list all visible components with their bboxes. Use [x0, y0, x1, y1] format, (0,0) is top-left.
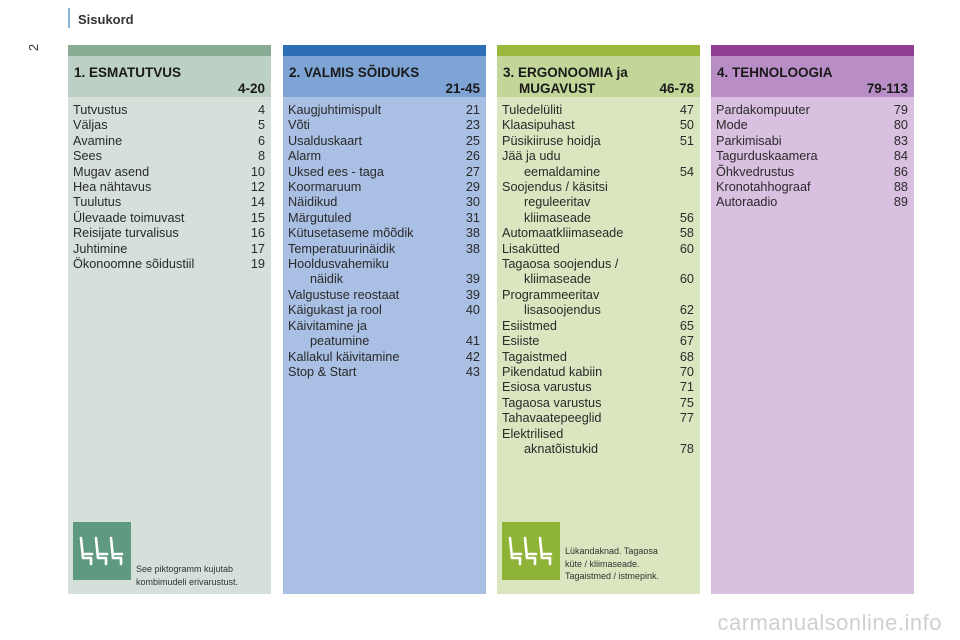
toc-item-page: 71: [679, 380, 694, 395]
toc-item[interactable]: [288, 149, 480, 164]
toc-list: [716, 103, 908, 211]
toc-item-page: 62: [679, 303, 694, 318]
toc-item[interactable]: [288, 303, 480, 318]
toc-item-label-cont: lisasoojendus: [524, 303, 601, 318]
toc-item[interactable]: [73, 211, 265, 226]
toc-item-label-cont: reguleeritav: [524, 195, 591, 210]
toc-item-label: Programmeeritav: [502, 287, 600, 302]
toc-item-label: Sees: [73, 149, 102, 164]
toc-item-label: Kaugjuhtimispult: [288, 103, 382, 117]
toc-item[interactable]: [73, 165, 265, 180]
toc-item-page: 51: [679, 133, 694, 148]
toc-item[interactable]: [502, 319, 694, 334]
toc-item[interactable]: [502, 103, 694, 118]
section-page-range: 4-20: [237, 81, 265, 96]
toc-item[interactable]: [288, 365, 480, 380]
toc-item-page: 60: [679, 241, 694, 256]
toc-item[interactable]: [288, 211, 480, 226]
toc-item-label: Ülevaade toimuvast: [73, 210, 185, 225]
toc-item-label: Esiistmed: [502, 318, 557, 333]
toc-item[interactable]: [73, 149, 265, 164]
section-body: [497, 97, 700, 594]
toc-item[interactable]: [502, 118, 694, 133]
toc-item-page: 86: [893, 164, 908, 179]
toc-item-page: 5: [257, 118, 265, 133]
toc-item-page: 38: [465, 241, 480, 256]
toc-item-label: Tagurduskaamera: [716, 149, 818, 164]
toc-item[interactable]: [716, 149, 908, 164]
toc-item-label: Pardakompuuter: [716, 103, 810, 117]
toc-item[interactable]: [502, 288, 694, 319]
toc-item-label-cont: aknatõistukid: [524, 441, 599, 456]
toc-item[interactable]: [288, 242, 480, 257]
toc-item[interactable]: [73, 118, 265, 133]
toc-item-page: 68: [679, 349, 694, 364]
header-rule: [68, 8, 70, 28]
section-page-range: 21-45: [445, 81, 480, 96]
toc-item-page: 21: [465, 103, 480, 117]
toc-item[interactable]: [502, 350, 694, 365]
toc-item-page: 15: [250, 210, 265, 225]
toc-item-page: 80: [893, 118, 908, 133]
toc-item-label: Tahavaatepeeglid: [502, 411, 602, 426]
toc-item[interactable]: [73, 242, 265, 257]
toc-item[interactable]: [288, 350, 480, 365]
toc-item[interactable]: [73, 257, 265, 272]
toc-item-label: Parkimisabi: [716, 133, 782, 148]
page-title: Sisukord: [78, 12, 134, 27]
section-body: [711, 97, 914, 594]
toc-item-label-cont: näidik: [310, 272, 344, 287]
toc-item-label: Näidikud: [288, 195, 338, 210]
toc-item-label: Tagaosa soojendus /: [502, 257, 619, 272]
toc-item-label: Autoraadio: [716, 195, 778, 210]
toc-item-label: Mugav asend: [73, 164, 150, 179]
toc-item-page: 8: [257, 149, 265, 164]
toc-item-label: Klaasipuhast: [502, 118, 575, 133]
toc-item[interactable]: [502, 396, 694, 411]
section-band: [711, 45, 914, 56]
toc-item[interactable]: [502, 380, 694, 395]
toc-item-label: Püsikiiruse hoidja: [502, 133, 601, 148]
toc-item-page: 39: [465, 272, 480, 287]
toc-item-label: Väljas: [73, 118, 108, 133]
toc-item[interactable]: [73, 103, 265, 118]
toc-item-label: Temperatuurinäidik: [288, 241, 396, 256]
toc-item[interactable]: [288, 118, 480, 133]
toc-item[interactable]: [73, 195, 265, 210]
toc-item-page: 23: [465, 118, 480, 133]
toc-item-page: 12: [250, 180, 265, 195]
toc-item-label-cont: peatumine: [310, 334, 370, 349]
toc-item-label: Valgustuse reostaat: [288, 287, 400, 302]
section-body: [283, 97, 486, 594]
toc-item[interactable]: [288, 103, 480, 118]
section-title: 4. TEHNOLOOGIA: [717, 65, 833, 80]
toc-item-page: 6: [257, 133, 265, 148]
toc-item-label: Tagaistmed: [502, 349, 567, 364]
toc-item-page: 41: [465, 334, 480, 349]
toc-item[interactable]: [502, 226, 694, 241]
toc-item-label: Õhkvedrustus: [716, 164, 795, 179]
toc-item-label: Käigukast ja rool: [288, 303, 382, 318]
toc-item-page: 25: [465, 133, 480, 148]
toc-item-page: 39: [465, 287, 480, 302]
toc-item-page: 16: [250, 226, 265, 241]
toc-item-page: 54: [679, 164, 694, 179]
toc-item-page: 47: [679, 103, 694, 117]
section-band: [283, 45, 486, 56]
pictogram-note: Lükandaknad. Tagaosa küte / kliimaseade. Tagaistmed / istmepink.: [565, 546, 660, 581]
toc-item-page: 67: [679, 334, 694, 349]
toc-item-page: 14: [250, 195, 265, 210]
pictogram-note: See piktogramm kujutab kombimudeli erivarustust.: [136, 564, 239, 587]
toc-item[interactable]: [288, 288, 480, 303]
toc-item[interactable]: [288, 226, 480, 241]
toc-item[interactable]: [73, 180, 265, 195]
toc-item[interactable]: [502, 149, 694, 180]
toc-item[interactable]: [288, 195, 480, 210]
toc-item-label: Elektrilised: [502, 426, 564, 441]
section-header: [711, 56, 914, 97]
toc-item-label: Koormaruum: [288, 180, 362, 195]
toc-item[interactable]: [716, 195, 908, 210]
toc-item-page: 75: [679, 395, 694, 410]
toc-item[interactable]: [288, 134, 480, 149]
toc-item-page: 17: [250, 241, 265, 256]
toc-item-page: 60: [679, 272, 694, 287]
section-page-range: 79-113: [866, 81, 908, 96]
toc-item-page: 89: [893, 195, 908, 210]
toc-item-page: 43: [465, 364, 480, 379]
toc-item[interactable]: [73, 134, 265, 149]
toc-item-label: Alarm: [288, 149, 322, 164]
section-title: 1. ESMATUTVUS: [74, 65, 182, 80]
toc-item-label: Reisijate turvalisus: [73, 226, 179, 241]
section-valmis-soiduks: [283, 45, 486, 594]
toc-item-page: 70: [679, 364, 694, 379]
toc-item-label: Esiiste: [502, 334, 540, 349]
toc-item[interactable]: [73, 226, 265, 241]
toc-item[interactable]: [288, 165, 480, 180]
toc-list: [73, 103, 265, 272]
toc-item-page: 88: [893, 180, 908, 195]
page-number: 2: [26, 43, 42, 52]
section-band: [497, 45, 700, 56]
toc-list: [288, 103, 480, 380]
toc-item-page: 19: [250, 257, 265, 272]
toc-item-label: Soojendus / käsitsi: [502, 180, 608, 195]
toc-item-page: 10: [250, 164, 265, 179]
toc-item-label: Tuledelüliti: [502, 103, 563, 117]
toc-item-label: Automaatkliimaseade: [502, 226, 624, 241]
toc-item-page: 26: [465, 149, 480, 164]
toc-item-label-cont: eemaldamine: [524, 164, 601, 179]
toc-item[interactable]: [716, 180, 908, 195]
toc-item-label-cont: kliimaseade: [524, 210, 591, 225]
toc-item[interactable]: [716, 118, 908, 133]
toc-item-label: Esiosa varustus: [502, 380, 592, 395]
toc-item[interactable]: [502, 257, 694, 288]
toc-item[interactable]: [288, 257, 480, 288]
section-header: [283, 56, 486, 97]
toc-item-page: 79: [893, 103, 908, 117]
seat-pictogram-icon: [73, 522, 131, 580]
toc-item-label: Stop & Start: [288, 364, 357, 379]
section-title-line2: MUGAVUST: [519, 81, 596, 96]
section-header: [497, 56, 700, 97]
toc-item-label: Käivitamine ja: [288, 318, 367, 333]
toc-item-label: Märgutuled: [288, 210, 352, 225]
seat-pictogram-icon: [502, 522, 560, 580]
toc-item[interactable]: [502, 427, 694, 458]
toc-item-label: Hooldusvahemiku: [288, 257, 389, 272]
toc-item-page: 27: [465, 164, 480, 179]
toc-item-page: 38: [465, 226, 480, 241]
toc-item-label: Hea nähtavus: [73, 180, 152, 195]
toc-item[interactable]: [716, 134, 908, 149]
toc-item-page: 77: [679, 411, 694, 426]
toc-item-label: Uksed ees - taga: [288, 164, 384, 179]
toc-item-page: 30: [465, 195, 480, 210]
toc-item-label: Võti: [288, 118, 310, 133]
toc-item-label-cont: kliimaseade: [524, 272, 591, 287]
toc-item-label: Pikendatud kabiin: [502, 364, 603, 379]
section-title: 3. ERGONOOMIA ja: [503, 65, 628, 80]
toc-item-label: Kütusetaseme mõõdik: [288, 226, 414, 241]
toc-item-label: Lisakütted: [502, 241, 560, 256]
section-band: [68, 45, 271, 56]
toc-item-page: 58: [679, 226, 694, 241]
toc-item-label: Juhtimine: [73, 241, 128, 256]
toc-item-page: 4: [257, 103, 265, 117]
toc-item[interactable]: [716, 103, 908, 118]
section-ergonoomia: [497, 45, 700, 594]
toc-item-label: Usalduskaart: [288, 133, 363, 148]
section-esmatutvus: [68, 45, 271, 594]
toc-item-page: 29: [465, 180, 480, 195]
toc-item[interactable]: [288, 180, 480, 195]
toc-item-label: Tagaosa varustus: [502, 395, 602, 410]
toc-item[interactable]: [502, 334, 694, 349]
section-header: [68, 56, 271, 97]
toc-item[interactable]: [502, 411, 694, 426]
section-page-range: 46-78: [659, 81, 694, 96]
toc-item-page: 65: [679, 318, 694, 333]
toc-item-label: Ökonoomne sõidustiil: [73, 257, 195, 272]
section-title: 2. VALMIS SÕIDUKS: [289, 65, 420, 80]
toc-item-page: 78: [679, 441, 694, 456]
toc-item-label: Mode: [716, 118, 748, 133]
toc-item-label: Kronotahhograaf: [716, 180, 811, 195]
toc-item[interactable]: [502, 180, 694, 226]
toc-item[interactable]: [502, 242, 694, 257]
toc-item-label: Tutvustus: [73, 103, 128, 117]
toc-item-page: 83: [893, 133, 908, 148]
toc-item-label: Avamine: [73, 133, 123, 148]
toc-list: [502, 103, 694, 457]
section-tehnoloogia: [711, 45, 914, 594]
toc-item-page: 84: [893, 149, 908, 164]
toc-item-page: 42: [465, 349, 480, 364]
toc-item[interactable]: [502, 134, 694, 149]
toc-item-page: 56: [679, 210, 694, 225]
toc-item-page: 31: [465, 210, 480, 225]
toc-item-page: 50: [679, 118, 694, 133]
toc-item-page: 40: [465, 303, 480, 318]
watermark: carmanualsonline.info: [717, 610, 942, 635]
toc-item[interactable]: [288, 319, 480, 350]
toc-item[interactable]: [502, 365, 694, 380]
toc-item-label: Tuulutus: [73, 195, 122, 210]
section-body: [68, 97, 271, 594]
toc-item-label: Kallakul käivitamine: [288, 349, 400, 364]
toc-item[interactable]: [716, 165, 908, 180]
toc-item-label: Jää ja udu: [502, 149, 561, 164]
